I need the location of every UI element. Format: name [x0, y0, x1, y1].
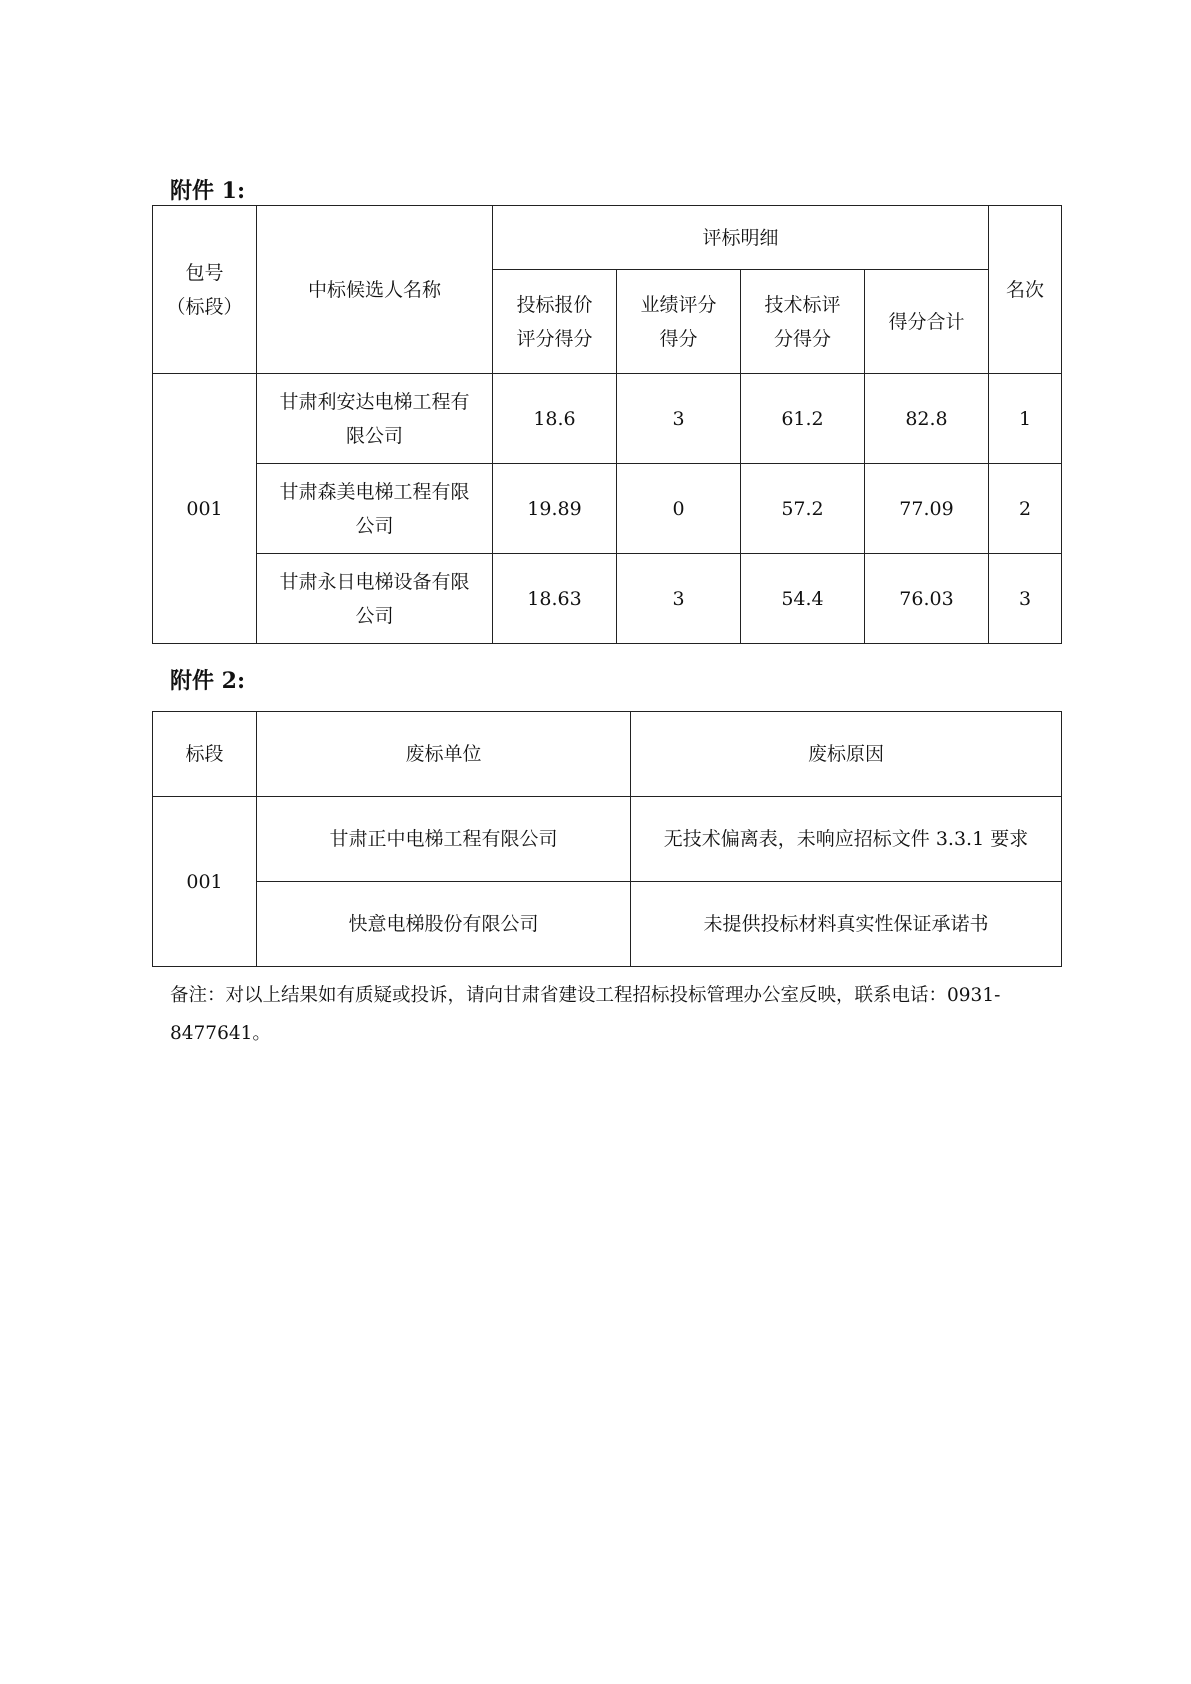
candidate-name: 甘肃永日电梯设备有限 公司 [257, 554, 493, 644]
technical-score: 61.2 [741, 374, 865, 464]
header-evaluation-detail: 评标明细 [493, 206, 989, 270]
package-number: 001 [153, 374, 257, 644]
header-performance-score: 业绩评分 得分 [617, 270, 741, 374]
header-total-score: 得分合计 [865, 270, 989, 374]
table-row [153, 464, 1062, 554]
total-score: 77.09 [865, 464, 989, 554]
header-rank: 名次 [989, 206, 1062, 374]
attachment-2-heading: 附件 2: [170, 668, 246, 694]
total-score: 76.03 [865, 554, 989, 644]
header-section: 标段 [153, 712, 257, 797]
technical-score: 57.2 [741, 464, 865, 554]
price-score: 18.6 [493, 374, 617, 464]
table-row [153, 554, 1062, 644]
disqualified-unit: 快意电梯股份有限公司 [257, 882, 631, 967]
remark-note: 备注：对以上结果如有质疑或投诉，请向甘肃省建设工程招标投标管理办公室反映，联系电话：0931-8477641。 [170, 985, 1001, 1044]
rank: 3 [989, 554, 1062, 644]
technical-score: 54.4 [741, 554, 865, 644]
rank: 2 [989, 464, 1062, 554]
performance-score: 3 [617, 374, 741, 464]
header-price-score: 投标报价 评分得分 [493, 270, 617, 374]
disqualified-unit: 甘肃正中电梯工程有限公司 [257, 797, 631, 882]
header-disqualification-reason: 废标原因 [631, 712, 1062, 797]
candidate-name: 甘肃利安达电梯工程有 限公司 [257, 374, 493, 464]
disqualification-reason: 未提供投标材料真实性保证承诺书 [631, 882, 1062, 967]
header-disqualified-unit: 废标单位 [257, 712, 631, 797]
header-technical-score: 技术标评 分得分 [741, 270, 865, 374]
table-row [153, 882, 1062, 967]
price-score: 18.63 [493, 554, 617, 644]
table-row [153, 797, 1062, 882]
attachment-1-heading: 附件 1: [170, 178, 246, 204]
table-row [153, 374, 1062, 464]
disqualified-bidders-table [152, 711, 1062, 967]
candidate-score-table [152, 205, 1062, 644]
section-number: 001 [153, 797, 257, 967]
rank: 1 [989, 374, 1062, 464]
performance-score: 0 [617, 464, 741, 554]
total-score: 82.8 [865, 374, 989, 464]
performance-score: 3 [617, 554, 741, 644]
header-package: 包号 （标段） [153, 206, 257, 374]
candidate-name: 甘肃森美电梯工程有限 公司 [257, 464, 493, 554]
header-candidate-name: 中标候选人名称 [257, 206, 493, 374]
disqualification-reason: 无技术偏离表，未响应招标文件 3.3.1 要求 [631, 797, 1062, 882]
price-score: 19.89 [493, 464, 617, 554]
